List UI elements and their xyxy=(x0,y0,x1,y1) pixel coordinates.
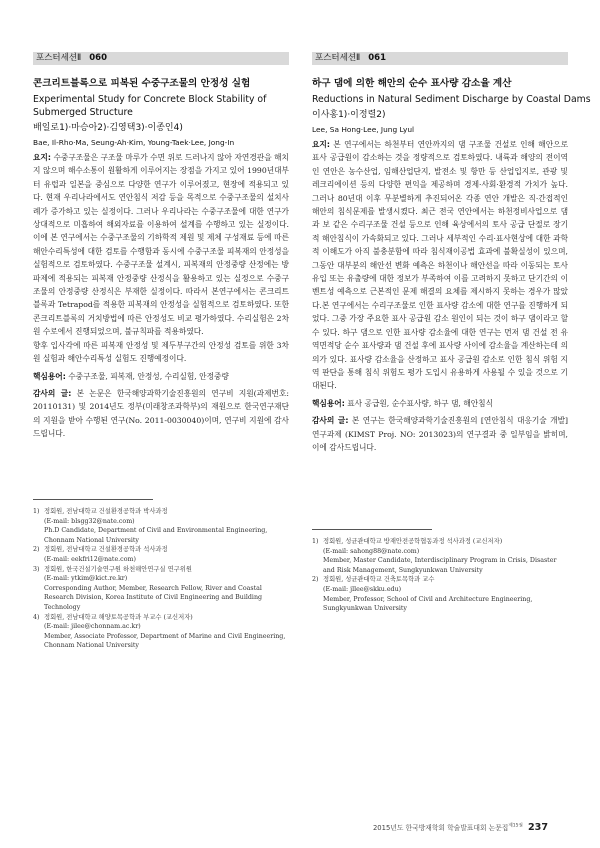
footnote-number: 2) xyxy=(312,576,319,584)
abstract-paragraph-2: 향후 입사각에 따른 피복재 안정성 및 제두부구간의 안정성 검토를 위한 3차원 실험과 해안수리특성 실험도 진행예정이다. xyxy=(33,340,289,364)
footnote-line: and Risk Management, Sungkyunkwan University xyxy=(323,566,483,574)
footnote-1 xyxy=(33,507,289,545)
abstract-paragraph xyxy=(33,151,289,339)
footnote-line: Member, Professor, School of Civil and Architecture Engineering, xyxy=(323,595,533,603)
footnote-line: (E-mail: ytkim@kict.re.kr) xyxy=(44,575,128,583)
footnote-line: (E-mail: eekfri12@nate.com) xyxy=(44,555,136,563)
authors-korean: 배일로1)·마승아2)·김영택3)·이종인4) xyxy=(33,123,183,133)
ack-label: 감사의 글: xyxy=(33,388,72,398)
authors-english: Bae, Il-Rho·Ma, Seung-Ah·Kim, Young-Taek·Lee, Jong-In xyxy=(33,138,235,147)
keywords-text: 수중구조물, 피복재, 안정성, 수리실험, 안정중량 xyxy=(68,371,229,381)
article-title-korean: 하구 댐에 의한 해안의 순수 표사량 감소율 계산 xyxy=(312,78,512,89)
footnote-line: 정회원, 전남대학교 건설환경공학과 석사과정 xyxy=(44,546,168,554)
footnote-line: (E-mail: jllee@skku.edu) xyxy=(323,585,402,593)
keywords xyxy=(33,370,289,383)
footnote-2 xyxy=(33,545,289,564)
page-number: 237 xyxy=(527,822,548,833)
authors-korean: 이사홍1)·이정렬2) xyxy=(312,110,386,120)
session-label: 포스터세션Ⅱ xyxy=(315,53,361,63)
ack-text: 본 연구는 한국해양과학기술진흥원의 [연안침식 대응기술 개발] 연구과제 (KIMST Proj. NO: 2013023)의 연구결과 중 일부임을 밝히며, 이에 감사드립니다. xyxy=(312,416,568,452)
article-title-english: Reductions in Natural Sediment Discharge by Coastal Dams xyxy=(312,94,591,105)
footnote-line: 정회원, 전남대학교 건설환경공학과 박사과정 xyxy=(44,508,168,515)
keywords-label: 핵심용어: xyxy=(312,398,345,408)
footnote-2 xyxy=(312,575,568,613)
footnotes xyxy=(33,507,289,651)
footnote-4 xyxy=(33,613,289,651)
authors-english: Lee, Sa Hong·Lee, Jung Lyul xyxy=(312,125,415,134)
footnote-line: Member, Associate Professor, Department of Marine and Civil Engineering, xyxy=(44,632,286,640)
proceedings-title: 2015년도 한국방재학회 학술발표대회 논문집 xyxy=(372,824,509,832)
page-footer xyxy=(373,822,548,833)
footnote-line: Sungkyunkwan University xyxy=(323,605,407,613)
abstract-section xyxy=(312,138,568,454)
footnote-line: Research Division, Korea Institute of Civil Engineering and Building xyxy=(44,594,263,602)
article-title-korean: 콘크리트블록으로 피복된 수중구조물의 안정성 실험 xyxy=(33,78,251,89)
footnote-number: 2) xyxy=(33,546,40,554)
abstract-paragraph xyxy=(312,138,568,393)
keywords-label: 핵심용어: xyxy=(33,371,66,381)
session-number: 060 xyxy=(89,53,107,63)
footnotes xyxy=(312,537,568,614)
abstract-text: 본 연구에서는 하천부터 연안까지의 댐 구조물 건설로 인해 해안으로 표사 공급원이 감소하는 것을 정량적으로 검토하였다. 내륙과 해양의 전이역인 연안은 농수산업, 임해산업단지, 발전소 및 항만 등 산업입지로, 관광 및 레크리에이션 등의 다양한 편익을 제공하며 경제·사회·환경적 가치가 높다. 그러나 80년대 이후 무분별하게 추진되어온 각종 연안 개발은 직·간접적인 해안의 침식문제를 발생시켰다. 최근 전국 연안에서는 하천정비사업으로 댐과 보 같은 수리구조물 건설 등으로 인해 육상에서의 토사 공급 단절로 장기적 해안침식이 가속화되고 있다. 그러나 세부적인 수리·표사현상에 대한 과학적 이해도가 아직 불충분함에 따라 침식재이공법 효과에 불확실성이 있으며, 그동안 대부분의 해안선 변화 예측은 하천이나 해안선을 따라 이동되는 토사 유입 또는 유출량에 대한 정보가 부족하여 이를 고려하지 못하고 단기간의 이벤트성 예측으로 근본적인 문제 해결의 요체를 제시하지 못하는 경우가 많았다.본 연구에서는 수리구조물로 인한 표사량 감소에 대한 연구를 진행하게 되었다. 그중 가장 주요한 표사 공급원 감소 원인이 되는 것이 하구 댐이라고 할 수 있다. 하구 댐으로 인한 표사량 감소율에 대한 연구는 먼저 댐 건설 전 유역면적당 순수 표사량과 댐 건설 후에 표사량 사이에 감소율을 계산하는데 의의가 있다. 표사량 감소율을 산정하고 표사 공급원 감소로 인한 침식 위험 지역 판단을 통해 침식 위험도 평가 도입시 유용하게 사용될 수 있을 것으로 기대된다. xyxy=(312,140,569,391)
keywords xyxy=(312,397,568,410)
ack-label: 감사의 글: xyxy=(312,416,349,426)
abstract-section xyxy=(33,151,289,441)
footnote-line: 정회원, 성균관대학교 방재안전공학협동과정 석사과정 (교신저자) xyxy=(323,538,503,545)
footnote-line: Ph.D Candidate, Department of Civil and Environmental Engineering, xyxy=(44,527,268,535)
title-en-line: Submerged Structure xyxy=(33,107,133,118)
footnote-line: 정회원, 전남대학교 해양토목공학과 부교수 (교신저자) xyxy=(44,613,193,621)
acknowledgement xyxy=(312,414,568,454)
abstract-label: 요지: xyxy=(312,140,330,149)
footnote-line: (E-mail: jilee@chonnam.ac.kr) xyxy=(44,623,141,631)
article-title-english xyxy=(33,93,289,119)
abstract-text: 수중구조물은 구조물 마루가 수면 위로 드러나지 않아 자연경관을 해치지 않으며 해수소통이 원활하게 이루어지는 장점을 가지고 있어 1990년대부터 유럽과 일본을 중심으로 다양한 연구가 이루어졌고, 현장에 적용되고 있다. 현재 우리나라에서도 연안침식 저감 등을 목적으로 수중구조물의 설치사례가 증가하고 있는 실정이다. 그러나 우리나라는 수중구조물에 대한 연구가 상대적으로 미흡하여 해외자료를 이용하여 설계를 수행하고 있는 실정이다. 이에 본 연구에서는 수중구조물의 기하학적 제원 및 제체 구성재료 등에 따른 해안수리특성에 대한 검토를 수행함과 동시에 수중구조물 피복재의 안정성을 실험적으로 검토하였다. 수중구조물 설계시, 피복재의 안정중량 산정에는 방파제에 적용되는 피복재 안정중량 산정식을 활용하고 있는 실정으로 수중구조물의 안정중량 산정식은 부재한 실정이다. 따라서 본연구에서는 콘크리트블록과 Tetrapod를 적용한 피복재의 안정성을 실험적으로 검토하였다. 또한 콘크리트블록의 거치방법에 따른 안정성도 비교 평가하였다. 수리실험은 2차원 수로에서 진행되었으며, 불규칙파를 적용하였다. xyxy=(33,153,289,337)
footnote-line: (E-mail: blsgg32@nate.com) xyxy=(44,517,135,525)
footnote-line: 정회원, 성균관대학교 건축토목학과 교수 xyxy=(323,576,435,584)
footnote-line: Chonnam National University xyxy=(44,536,139,544)
ack-text: 본 논문은 한국해양과학기술진흥원의 연구비 지원(과제번호: 20110131) 및 2014년도 정부(미래창조과학부)의 재원으로 한국연구재단의 지원을 받아 수행된 연구(No. 2011-0030040)이며, 연구비 지원에 감사드립니다. xyxy=(33,388,289,439)
footnote-divider xyxy=(312,529,432,530)
volume-superscript: 제15권 xyxy=(508,823,523,829)
acknowledgement xyxy=(33,387,289,441)
footnote-line: (E-mail: sahong88@nate.com) xyxy=(323,547,420,555)
session-header xyxy=(33,52,289,65)
footnote-line: Technology xyxy=(44,603,81,611)
footnote-divider xyxy=(33,499,153,500)
footnote-3 xyxy=(33,565,289,613)
footnote-1 xyxy=(312,537,568,575)
footnote-number: 3) xyxy=(33,565,40,573)
footnote-number: 4) xyxy=(33,613,40,621)
title-en-line: Experimental Study for Concrete Block Stability of xyxy=(33,94,267,105)
footnote-line: 정회원, 한국건설기술연구원 하천해안연구실 연구위원 xyxy=(44,565,192,573)
footnote-line: Chonnam National University xyxy=(44,642,139,650)
footnote-number: 1) xyxy=(33,508,40,515)
keywords-text: 표사 공급원, 순수표사량, 하구 댐, 해안침식 xyxy=(347,398,494,408)
session-number: 061 xyxy=(368,53,386,63)
footnote-line: Corresponding Author, Member, Research Fellow, River and Coastal xyxy=(44,584,262,592)
session-header xyxy=(312,52,568,65)
session-label: 포스터세션Ⅱ xyxy=(36,53,82,63)
footnote-number: 1) xyxy=(312,538,319,545)
abstract-label: 요지: xyxy=(33,153,51,162)
footnote-line: Member, Master Candidate, Interdisciplinary Program in Crisis, Disaster xyxy=(323,557,557,565)
